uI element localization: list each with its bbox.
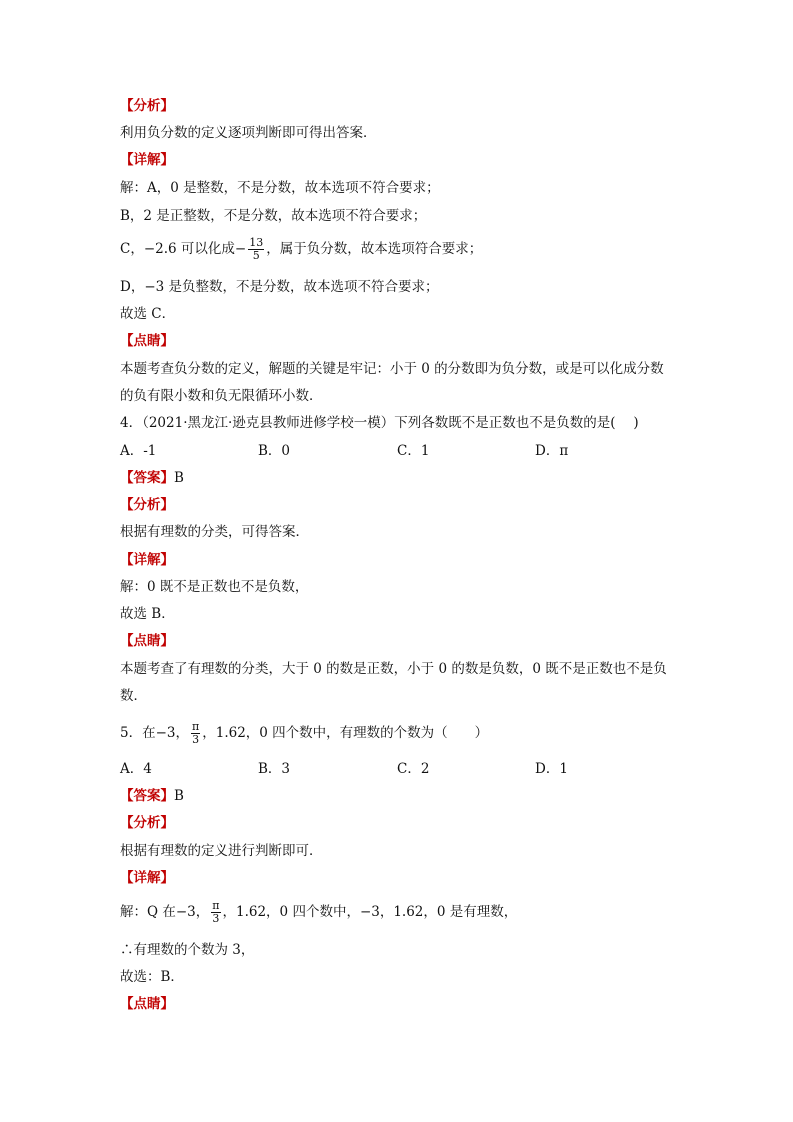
- q4-comment-heading: 【点睛】: [120, 633, 174, 649]
- comment-heading: 【点睛】: [120, 333, 174, 349]
- fraction-denominator: 3: [212, 912, 220, 925]
- q4-detail-line-1: 解：0 既不是正数也不是负数，: [120, 579, 309, 595]
- fraction-pi-3: [191, 721, 200, 746]
- fraction-13-5: [248, 237, 264, 262]
- comment-line-1: 本题考查负分数的定义，解题的关键是牢记：小于 0 的分数即为负分数，或是可以化成分数: [120, 361, 664, 377]
- q5-comment-heading: 【点睛】: [120, 996, 174, 1012]
- q5-detail-line-1: [120, 900, 517, 925]
- detail-line-a: 解：A，0 是整数，不是分数，故本选项不符合要求；: [120, 180, 440, 196]
- q4-analysis-heading: 【分析】: [120, 497, 174, 513]
- q4-comment-line-2: 数．: [120, 688, 147, 704]
- analysis-heading: 【分析】: [120, 98, 174, 114]
- q4-option-c: C．1: [397, 443, 430, 459]
- detail-heading: 【详解】: [120, 152, 174, 168]
- q4-comment-line-1: 本题考查了有理数的分类，大于 0 的数是正数，小于 0 的数是负数，0 既不是正数也不是负: [120, 661, 667, 677]
- q4-analysis-text: 根据有理数的分类，可得答案．: [120, 524, 309, 540]
- q5-detail-line-2: ∴有理数的个数为 3，: [120, 942, 255, 958]
- detail-line-b: B，2 是正整数，不是分数，故本选项不符合要求；: [120, 208, 427, 224]
- q4-option-a: A．-1: [120, 443, 157, 459]
- comment-line-2: 的负有限小数和负无限循环小数．: [120, 388, 323, 404]
- q5-detail-post: ，1.62，0 四个数中，−3，1.62，0 是有理数，: [222, 904, 518, 920]
- detail-line-d: D，−3 是负整数，不是分数，故本选项不符合要求；: [120, 279, 439, 295]
- detail-line-c-pre: C，−2.6 可以化成−: [120, 241, 247, 257]
- q4-answer-value: B: [174, 470, 184, 486]
- q4-option-b: B．0: [258, 443, 291, 459]
- q5-answer-line: [120, 787, 184, 805]
- q5-answer-value: B: [174, 788, 184, 804]
- q4-answer-line: [120, 469, 184, 487]
- detail-line-c: [120, 237, 482, 262]
- q4-detail-line-2: 故选 B．: [120, 606, 175, 622]
- q5-detail-line-3: 故选：B．: [120, 969, 184, 985]
- fraction-denominator: 5: [248, 249, 264, 262]
- q4-answer-label: 【答案】: [120, 470, 174, 486]
- q5-answer-label: 【答案】: [120, 788, 174, 804]
- q5-option-a: A．4: [120, 761, 152, 777]
- detail-line-c-post: ，属于负分数，故本选项符合要求；: [266, 241, 483, 257]
- q5-analysis-text: 根据有理数的定义进行判断即可．: [120, 843, 323, 859]
- q5-analysis-heading: 【分析】: [120, 815, 174, 831]
- q4-detail-heading: 【详解】: [120, 552, 174, 568]
- q5-option-c: C．2: [397, 761, 430, 777]
- q5-stem-pre: 5．在−3，: [120, 725, 189, 741]
- fraction-numerator: π: [212, 899, 220, 912]
- q5-option-d: D．1: [535, 761, 568, 777]
- q4-stem: 4．（2021·黑龙江·逊克县教师进修学校一模）下列各数既不是正数也不是负数的是( ): [120, 415, 639, 431]
- q5-option-b: B．3: [258, 761, 291, 777]
- analysis-text: 利用负分数的定义逐项判断即可得出答案．: [120, 125, 377, 141]
- fraction-pi-3: [211, 900, 220, 925]
- fraction-denominator: 3: [192, 733, 200, 746]
- fraction-numerator: 13: [249, 236, 264, 249]
- q4-option-d: D．π: [535, 443, 569, 459]
- fraction-numerator: π: [192, 720, 200, 733]
- q5-stem: [120, 721, 488, 746]
- q5-detail-heading: 【详解】: [120, 870, 174, 886]
- q5-detail-pre: 解：Q 在−3，: [120, 904, 210, 920]
- q5-stem-post: ，1.62，0 四个数中，有理数的个数为（ ）: [202, 725, 489, 741]
- conclusion: 故选 C．: [120, 306, 176, 322]
